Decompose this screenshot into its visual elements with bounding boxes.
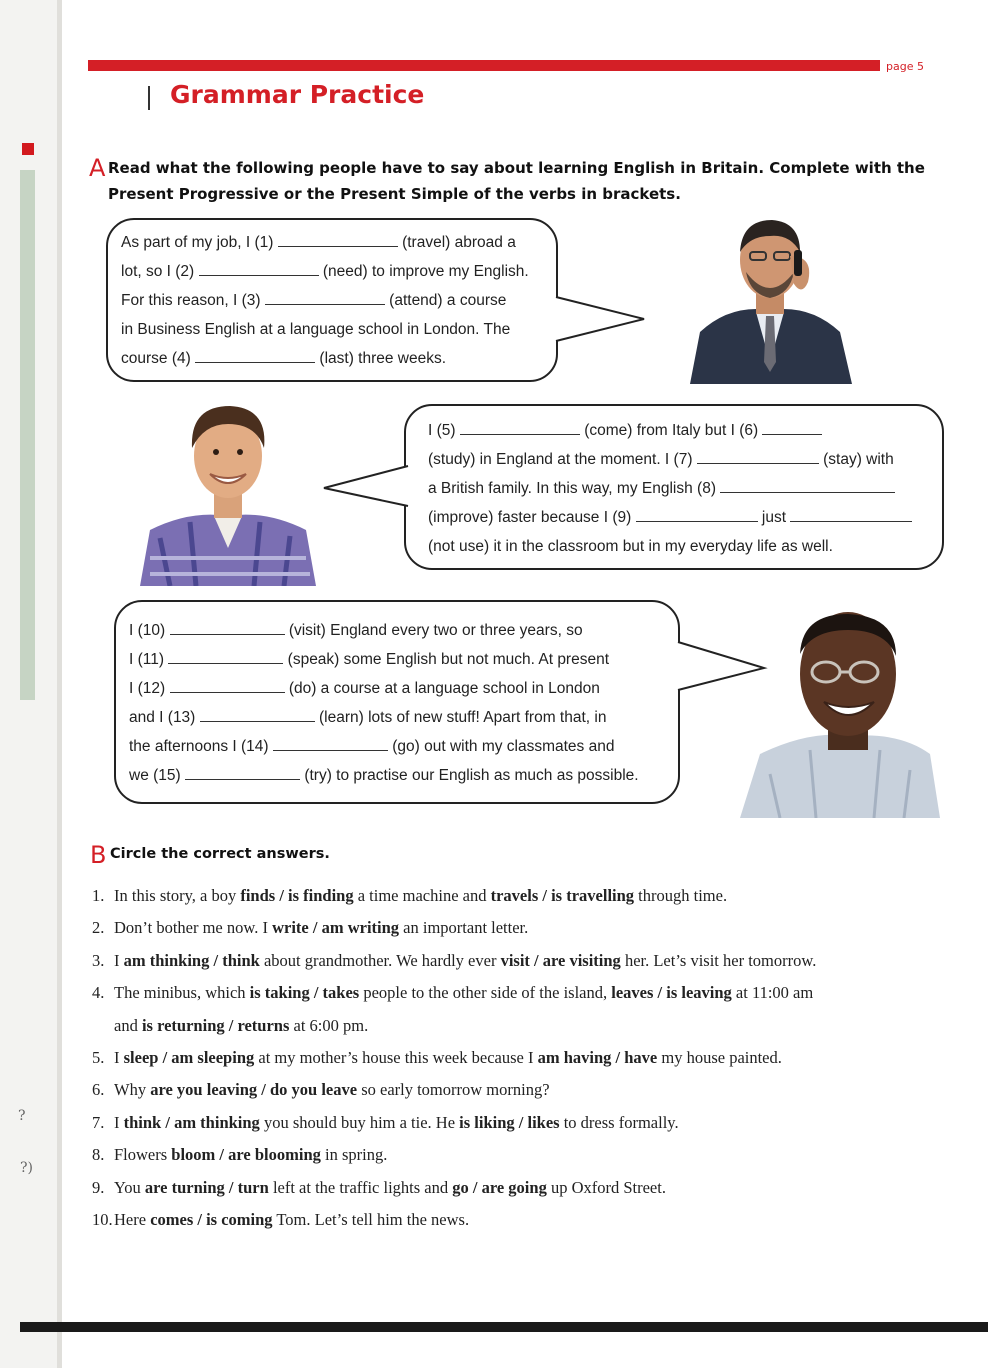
- bubble3-text: (try) to practise our English as much as possible.: [304, 767, 639, 784]
- bubble1-text: in Business English at a language school in London. The: [121, 321, 511, 338]
- choice[interactable]: is liking / likes: [459, 1112, 560, 1132]
- exercise-item: 6. Why are you leaving / do you leave so early tomorrow morning?: [92, 1080, 550, 1100]
- bubble3-text: (do) a course at a language school in London: [288, 680, 600, 697]
- speech-bubble-3: [114, 600, 680, 804]
- student-photo: [140, 398, 316, 586]
- page-number: page 5: [886, 60, 924, 73]
- exercise-item: 3. I am thinking / think about grandmother. We hardly ever visit / are visiting her. Let’s visit her tomorrow.: [92, 950, 817, 970]
- page-title: Grammar Practice: [170, 80, 425, 109]
- bubble2-text: just: [761, 509, 787, 526]
- margin-marker: [22, 143, 34, 155]
- bubble1-text: (last) three weeks.: [319, 350, 447, 367]
- bubble2-tail: [322, 464, 412, 508]
- exercise-list: [92, 880, 972, 1236]
- section-b-letter: B: [90, 841, 107, 869]
- exercise-item: 10.Here comes / is coming Tom. Let’s tell him the news.: [92, 1210, 470, 1230]
- bubble3-text: (visit) England every two or three years, so: [288, 622, 583, 639]
- exercise-item: 8. Flowers bloom / are blooming in spring.: [92, 1145, 388, 1165]
- edge-mark-2: ?): [20, 1160, 33, 1176]
- bubble3-text: (speak) some English but not much. At present: [287, 651, 610, 668]
- answer-blank-1[interactable]: [278, 232, 398, 247]
- exercise-item: 2. Don’t bother me now. I write / am writing an important letter.: [92, 918, 529, 938]
- section-a-instruction-line2: Present Progressive or the Present Simple of the verbs in brackets.: [108, 185, 681, 203]
- answer-blank-6[interactable]: [762, 420, 822, 435]
- bubble2-text: (not use) it in the classroom but in my everyday life as well.: [428, 538, 833, 555]
- answer-blank-12[interactable]: [170, 678, 285, 693]
- bubble2-text: (study) in England at the moment. I (7): [428, 451, 693, 468]
- bubble3-text: I (11): [129, 651, 165, 668]
- bubble3-text: (go) out with my classmates and: [392, 738, 615, 755]
- exercise-item: 7. I think / am thinking you should buy him a tie. He is liking / likes to dress formally.: [92, 1112, 679, 1132]
- bubble1-text: (travel) abroad a: [402, 234, 516, 251]
- answer-blank-9b[interactable]: [790, 507, 912, 522]
- choice[interactable]: is taking / takes: [249, 983, 360, 1003]
- choice[interactable]: sleep / am sleeping: [123, 1048, 255, 1068]
- margin-strip: [20, 170, 35, 700]
- choice[interactable]: comes / is coming: [150, 1210, 273, 1230]
- answer-blank-14[interactable]: [273, 736, 388, 751]
- bubble3-text: I (12): [129, 680, 166, 697]
- choice[interactable]: am having / have: [537, 1048, 658, 1068]
- header-rule: [88, 60, 880, 71]
- bubble3-text: we (15): [129, 767, 181, 784]
- bubble1-text: course (4): [121, 350, 191, 367]
- exercise-item: 5. I sleep / am sleeping at my mother’s house this week because I am having / have my house painted.: [92, 1048, 782, 1068]
- speech-bubble-1: [106, 218, 558, 382]
- bubble3-text: and I (13): [129, 709, 196, 726]
- choice[interactable]: leaves / is leaving: [611, 983, 732, 1003]
- choice[interactable]: think / am thinking: [123, 1112, 260, 1132]
- bubble1-text: lot, so I (2): [121, 263, 195, 280]
- answer-blank-9[interactable]: [636, 507, 758, 522]
- answer-blank-5[interactable]: [460, 420, 580, 435]
- choice[interactable]: write / am writing: [272, 918, 400, 938]
- choice[interactable]: go / are going: [452, 1177, 547, 1197]
- answer-blank-10[interactable]: [170, 620, 285, 635]
- bubble2-text: I (5): [428, 422, 456, 439]
- section-a-instruction-line1: Read what the following people have to say about learning English in Britain. Complete with the: [108, 159, 925, 177]
- answer-blank-15[interactable]: [185, 765, 300, 780]
- answer-blank-3[interactable]: [265, 290, 385, 305]
- bubble2-text: (come) from Italy but I (6): [584, 422, 759, 439]
- bubble1-text: For this reason, I (3): [121, 292, 261, 309]
- bubble1-text: As part of my job, I (1): [121, 234, 274, 251]
- exercise-item: 1. In this story, a boy finds / is finding a time machine and travels / is travelling through time.: [92, 886, 728, 905]
- edge-mark-1: ?: [18, 1108, 26, 1124]
- answer-blank-13[interactable]: [200, 707, 315, 722]
- answer-blank-7[interactable]: [697, 449, 819, 464]
- section-b-instruction: Circle the correct answers.: [110, 846, 330, 862]
- choice[interactable]: is returning / returns: [141, 1015, 290, 1035]
- bubble2-text: (improve) faster because I (9): [428, 509, 632, 526]
- bubble2-text: (stay) with: [823, 451, 894, 468]
- choice[interactable]: are turning / turn: [144, 1177, 269, 1197]
- footer-rule: [20, 1322, 988, 1332]
- bubble3-text: the afternoons I (14): [129, 738, 269, 755]
- bubble1-text: (need) to improve my English.: [322, 263, 529, 280]
- man-with-glasses-photo: [740, 604, 940, 818]
- answer-blank-11[interactable]: [168, 649, 283, 664]
- answer-blank-2[interactable]: [199, 261, 319, 276]
- choice[interactable]: travels / is travelling: [490, 886, 635, 905]
- section-a-letter: A: [89, 154, 106, 182]
- answer-blank-8[interactable]: [720, 478, 895, 493]
- choice[interactable]: visit / are visiting: [500, 950, 621, 970]
- bubble1-tail: [550, 295, 650, 345]
- businessman-photo: [690, 212, 852, 384]
- speech-bubble-2: [404, 404, 944, 570]
- exercise-item: 4. The minibus, which is taking / takes people to the other side of the island, leaves / is leaving at 11:00 am: [92, 983, 814, 1003]
- title-divider: [148, 86, 150, 110]
- exercise-item: 9. You are turning / turn left at the traffic lights and go / are going up Oxford Street.: [92, 1177, 666, 1197]
- choice[interactable]: are you leaving / do you leave: [150, 1080, 358, 1100]
- bubble1-text: (attend) a course: [389, 292, 507, 309]
- exercise-item: and is returning / returns at 6:00 pm.: [114, 1015, 369, 1035]
- bubble3-text: I (10): [129, 622, 166, 639]
- bubble2-text: a British family. In this way, my English (8): [428, 480, 716, 497]
- choice[interactable]: finds / is finding: [240, 886, 354, 905]
- bubble3-text: (learn) lots of new stuff! Apart from that, in: [318, 709, 607, 726]
- answer-blank-4[interactable]: [195, 348, 315, 363]
- choice[interactable]: bloom / are blooming: [171, 1145, 321, 1165]
- choice[interactable]: am thinking / think: [123, 950, 260, 970]
